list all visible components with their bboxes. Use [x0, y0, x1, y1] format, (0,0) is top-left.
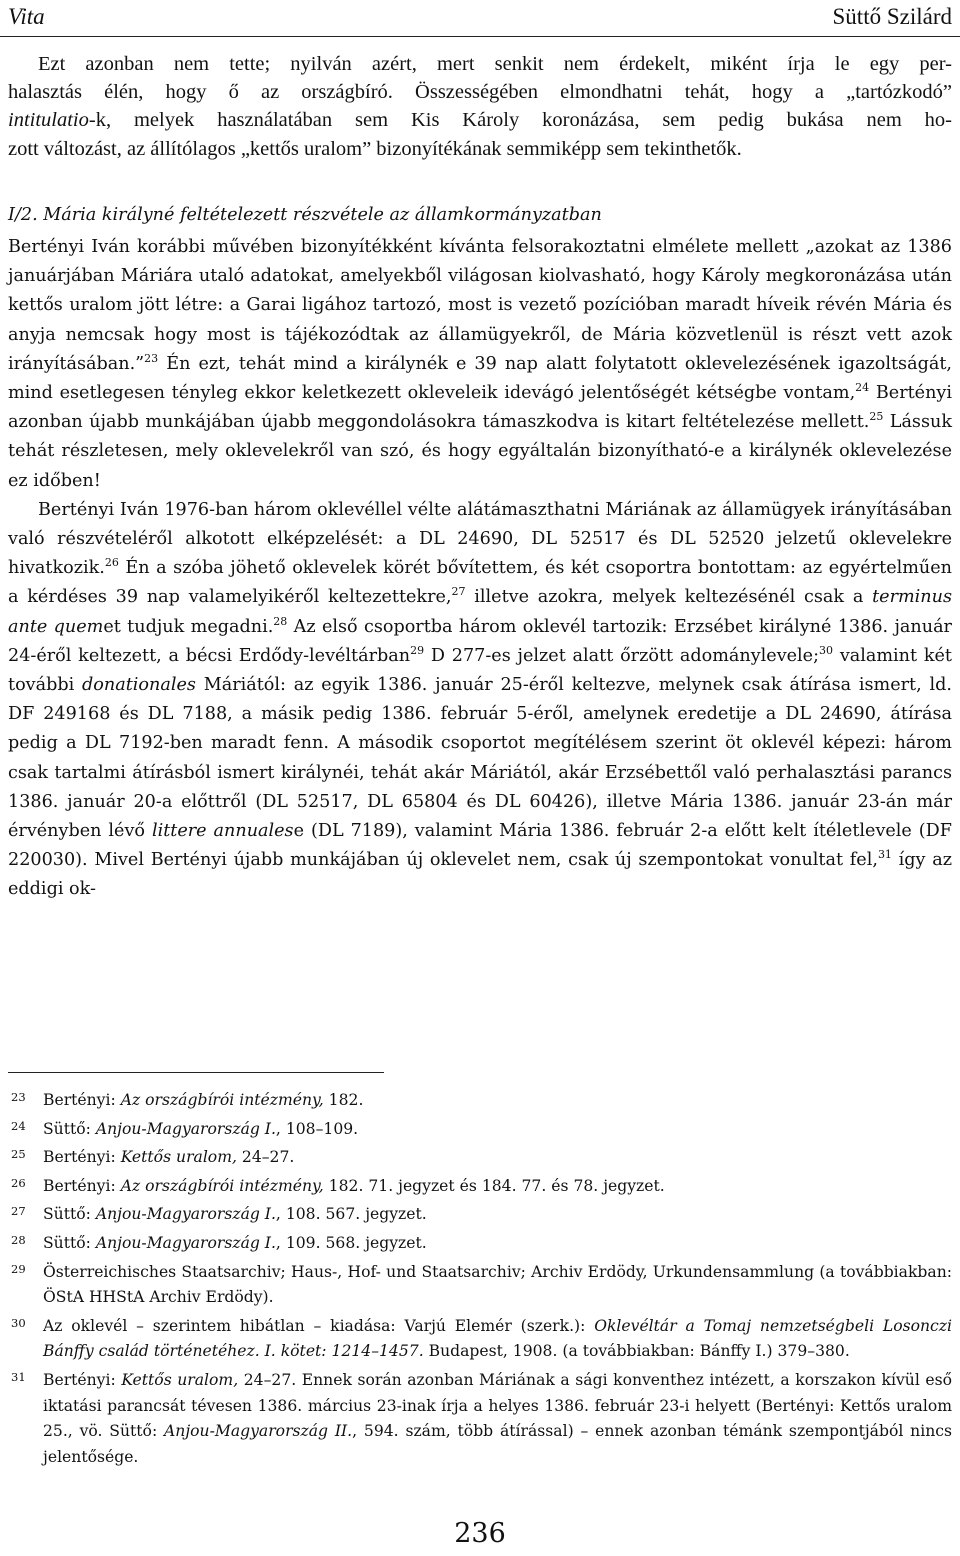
p2-italic-terminus: terminus ante quem: [8, 587, 953, 637]
intro-italic-term: intitulatio: [8, 109, 89, 132]
intro-line-4: zott változást, az állítólagos „kettős uralom” bizonyítékának semmiképp sem tekinthetők.: [8, 137, 742, 160]
p2-text-a: Bertényi Iván 1976-ban három oklevéllel vélte alátámaszthatni Máriának az államügyek irányításában való részvételéről alkotott elképzelését: a DL 24690, DL 52517 és DL 52520 jelzetű oklevelekre hivatkozik.: [8, 499, 952, 579]
footnote-italic: Az országbírói intézmény,: [120, 1091, 324, 1109]
section-i2: [8, 200, 952, 905]
footnote-text: Bertényi:: [43, 1370, 122, 1389]
intro-line-3: [8, 106, 952, 134]
p2-italic-donationales: donationales: [82, 675, 196, 696]
footnote-text: Bertényi:: [43, 1091, 121, 1109]
p2-text-i: e (DL 7189), valamint Mária 1386. február 2-a előtt kelt ítéletlevele (DF 220030). Mivel Bertényi újabb munkájában új oklevelet nem, csak új szempontokat vonultat fel,: [8, 821, 952, 871]
footnote-number: 29: [11, 1261, 26, 1276]
footnote-24: [8, 1117, 952, 1143]
footnote-30: [8, 1314, 952, 1365]
footnote-number: 23: [11, 1090, 26, 1104]
p2-text-b: Én a szóba jöhető oklevelek körét bővítettem, és két csoportra bontottam: az egyértelműen a kérdéses 39 nap valamelyikéről keltezettekre,: [8, 558, 952, 608]
p2-text-e: Az első csoportba három oklevél tartozik: Erzsébet királyné 1386. január 24-éről keltezett, a bécsi Erdődy-levéltárban: [8, 616, 952, 666]
footnote-ref-31[interactable]: 31: [877, 848, 892, 862]
footnote-28: [8, 1231, 952, 1257]
footnote-text: , 109. 568. jegyzet.: [275, 1233, 427, 1252]
running-header: [0, 0, 960, 38]
footnote-text: , 594. szám, több átírással) – ennek azonban témánk szempontjából nincs jelentősége.: [43, 1422, 952, 1466]
intro-line-1: Ezt azonban nem tette; nyilván azért, mert senkit nem érdekelt, miként írja le egy per-: [38, 53, 952, 75]
footnote-italic: Anjou-Magyarország I.: [95, 1233, 276, 1252]
footnote-number: 28: [11, 1232, 26, 1247]
intro-line-3-text: -k, melyek használatában sem Kis Károly koronázása, sem pedig bukása nem ho-: [88, 109, 952, 132]
header-section-title: Vita: [8, 4, 45, 29]
footnote-text: Süttő:: [43, 1119, 96, 1138]
p2-text-g: valamint két további: [8, 645, 952, 696]
p2-text-h: Máriától: az egyik 1386. január 25-éről keltezve, melynek csak átírása ismert, ld. DF 249168 és DL 7188, a másik pedig 1386. február 5-éről, amelynek eredetije a DL 24690, átírása pedig a DL 7192-ben maradt fenn. A második csoportot megítélésem szerint öt oklevél képezi: három csak tartalmi átírásból ismert királynéi, tehát akár Máriától, akár Erzsébettől való perhalasztási parancs 1386. január 20-a előttről (DL 52517, DL 65804 és DL 60426), illetve Mária 1386. január 23-án már érvényben lévő: [8, 675, 952, 842]
header-author: Süttő Szilárd: [832, 4, 952, 29]
footnote-italic: Oklevéltár a Tomaj nemzetségbeli Losonczi Bánffy család történetéhez. I. kötet: 1214–1457.: [43, 1316, 952, 1361]
footnotes: [8, 1088, 952, 1470]
footnote-italic: Anjou-Magyarország II.: [164, 1422, 353, 1441]
footnote-ref-23[interactable]: 23: [144, 351, 159, 365]
intro-paragraph: [8, 50, 952, 163]
footnote-ref-27[interactable]: 27: [451, 585, 466, 599]
footnote-29: [8, 1260, 952, 1311]
footnote-italic: Anjou-Magyarország I.: [95, 1205, 276, 1224]
p2-text-d: et tudjuk megadni.: [103, 616, 274, 637]
footnote-number: 24: [11, 1118, 26, 1133]
footnote-ref-30[interactable]: 30: [819, 643, 834, 657]
footnote-text: Az oklevél – szerintem hibátlan – kiadása: Varjú Elemér (szerk.):: [43, 1316, 595, 1335]
footnote-27: [8, 1202, 952, 1228]
section-paragraph-1: [8, 233, 952, 496]
footnote-text: , 108–109.: [275, 1119, 359, 1138]
footnote-number: 25: [11, 1147, 26, 1162]
p1-text-c: Bertényi azonban újabb munkájában újabb meggondolásokra támaszkodva is kitart feltételezése mellett.: [8, 383, 952, 433]
footnote-31: [8, 1368, 952, 1470]
footnote-number: 30: [11, 1315, 26, 1330]
header-rule: [0, 36, 960, 37]
footnote-separator: [8, 1072, 384, 1073]
section-heading: I/2. Mária királyné feltételezett részvétele az államkormányzatban: [8, 205, 602, 225]
footnote-text: Österreichisches Staatsarchiv; Haus-, Hof- und Staatsarchiv; Archiv Erdödy, Urkundensammlung (a továbbiakban: ÖStA HHStA Archiv Erdödy).: [43, 1262, 952, 1307]
footnote-italic: Anjou-Magyarország I.: [95, 1119, 276, 1138]
p2-text-f: D 277-es jelzet alatt őrzött adománylevele;: [424, 645, 820, 666]
p1-text-a: Bertényi Iván korábbi művében bizonyítékként kívánta felsorakoztatni elmélete mellett „azokat az 1386 januárjában Máriára utaló adatokat, amelyekből világosan kiolvasható, hogy Károly megkoronázása után kettős uralom jött létre: a Garai ligához tartozó, most is vezető pozícióban maradt híveik révén Mária és anyja nemcsak hogy most is tájékozódtak az államügyekről, de Mária közvetlenül is részt vett azok irányításában.”: [8, 237, 952, 374]
p1-text-b: Én ezt, tehát mind a királynék e 39 nap alatt folytatott oklevelezésének igazoltságát, mind esetlegesen tényleg ekkor keletkezett okleveleik idevágó jelentőségét kétségbe vontam,: [8, 353, 952, 404]
footnote-text: Süttő:: [43, 1205, 96, 1224]
footnote-text: , 108. 567. jegyzet.: [275, 1205, 427, 1224]
footnote-ref-25[interactable]: 25: [869, 410, 884, 424]
footnote-text: 24–27. Ennek során azonban Máriának a sági konventhez intézett, a korszakon kívül eső iktatási parancsát tévesen 1386. március 23-inak írja a helyes 1386. február 23-i helyett (Bertényi: Kettős uralom 25., vö. Süttő:: [43, 1370, 953, 1441]
p2-italic-littere: littere annuales: [151, 821, 294, 842]
footnote-italic: Kettős uralom,: [120, 1148, 237, 1167]
page-number: 236: [454, 1518, 506, 1549]
footnote-number: 27: [11, 1204, 26, 1219]
footnote-ref-26[interactable]: 26: [104, 556, 119, 570]
footnote-text: Budapest, 1908. (a továbbiakban: Bánffy I.) 379–380.: [423, 1342, 850, 1361]
footnote-italic: Az országbírói intézmény,: [120, 1176, 324, 1195]
footnote-text: Bertényi:: [43, 1148, 121, 1167]
p1-text-d: Lássuk tehát részletesen, mely oklevelekről van szó, és hogy egyáltalán bizonyítható-e a királynék oklevelezése ez időben!: [8, 412, 952, 491]
footnote-text: 182. 71. jegyzet és 184. 77. és 78. jegyzet.: [323, 1176, 665, 1195]
intro-line-2: halasztás élén, hogy ő az országbíró. Összességében elmondhatni tehát, hogy a „tartózkodó”: [8, 81, 952, 104]
footnote-ref-28[interactable]: 28: [273, 614, 288, 628]
footnote-text: 182.: [323, 1091, 364, 1109]
footnote-25: [8, 1145, 952, 1171]
footnote-number: 31: [11, 1369, 26, 1384]
footnote-number: 26: [11, 1175, 26, 1190]
footnote-ref-24[interactable]: 24: [855, 381, 870, 395]
section-paragraph-2: [8, 496, 952, 905]
footnote-italic: Kettős uralom,: [121, 1370, 239, 1389]
p2-text-j: így az eddigi ok-: [8, 850, 952, 900]
footnote-23: [8, 1088, 952, 1114]
footnote-26: [8, 1174, 952, 1200]
footnote-text: 24–27.: [236, 1148, 295, 1167]
footnote-ref-29[interactable]: 29: [410, 643, 425, 657]
p2-text-c: illetve azokra, melyek keltezésénél csak a: [465, 587, 873, 608]
footnote-text: Bertényi:: [43, 1176, 121, 1195]
footnote-text: Süttő:: [43, 1233, 96, 1252]
